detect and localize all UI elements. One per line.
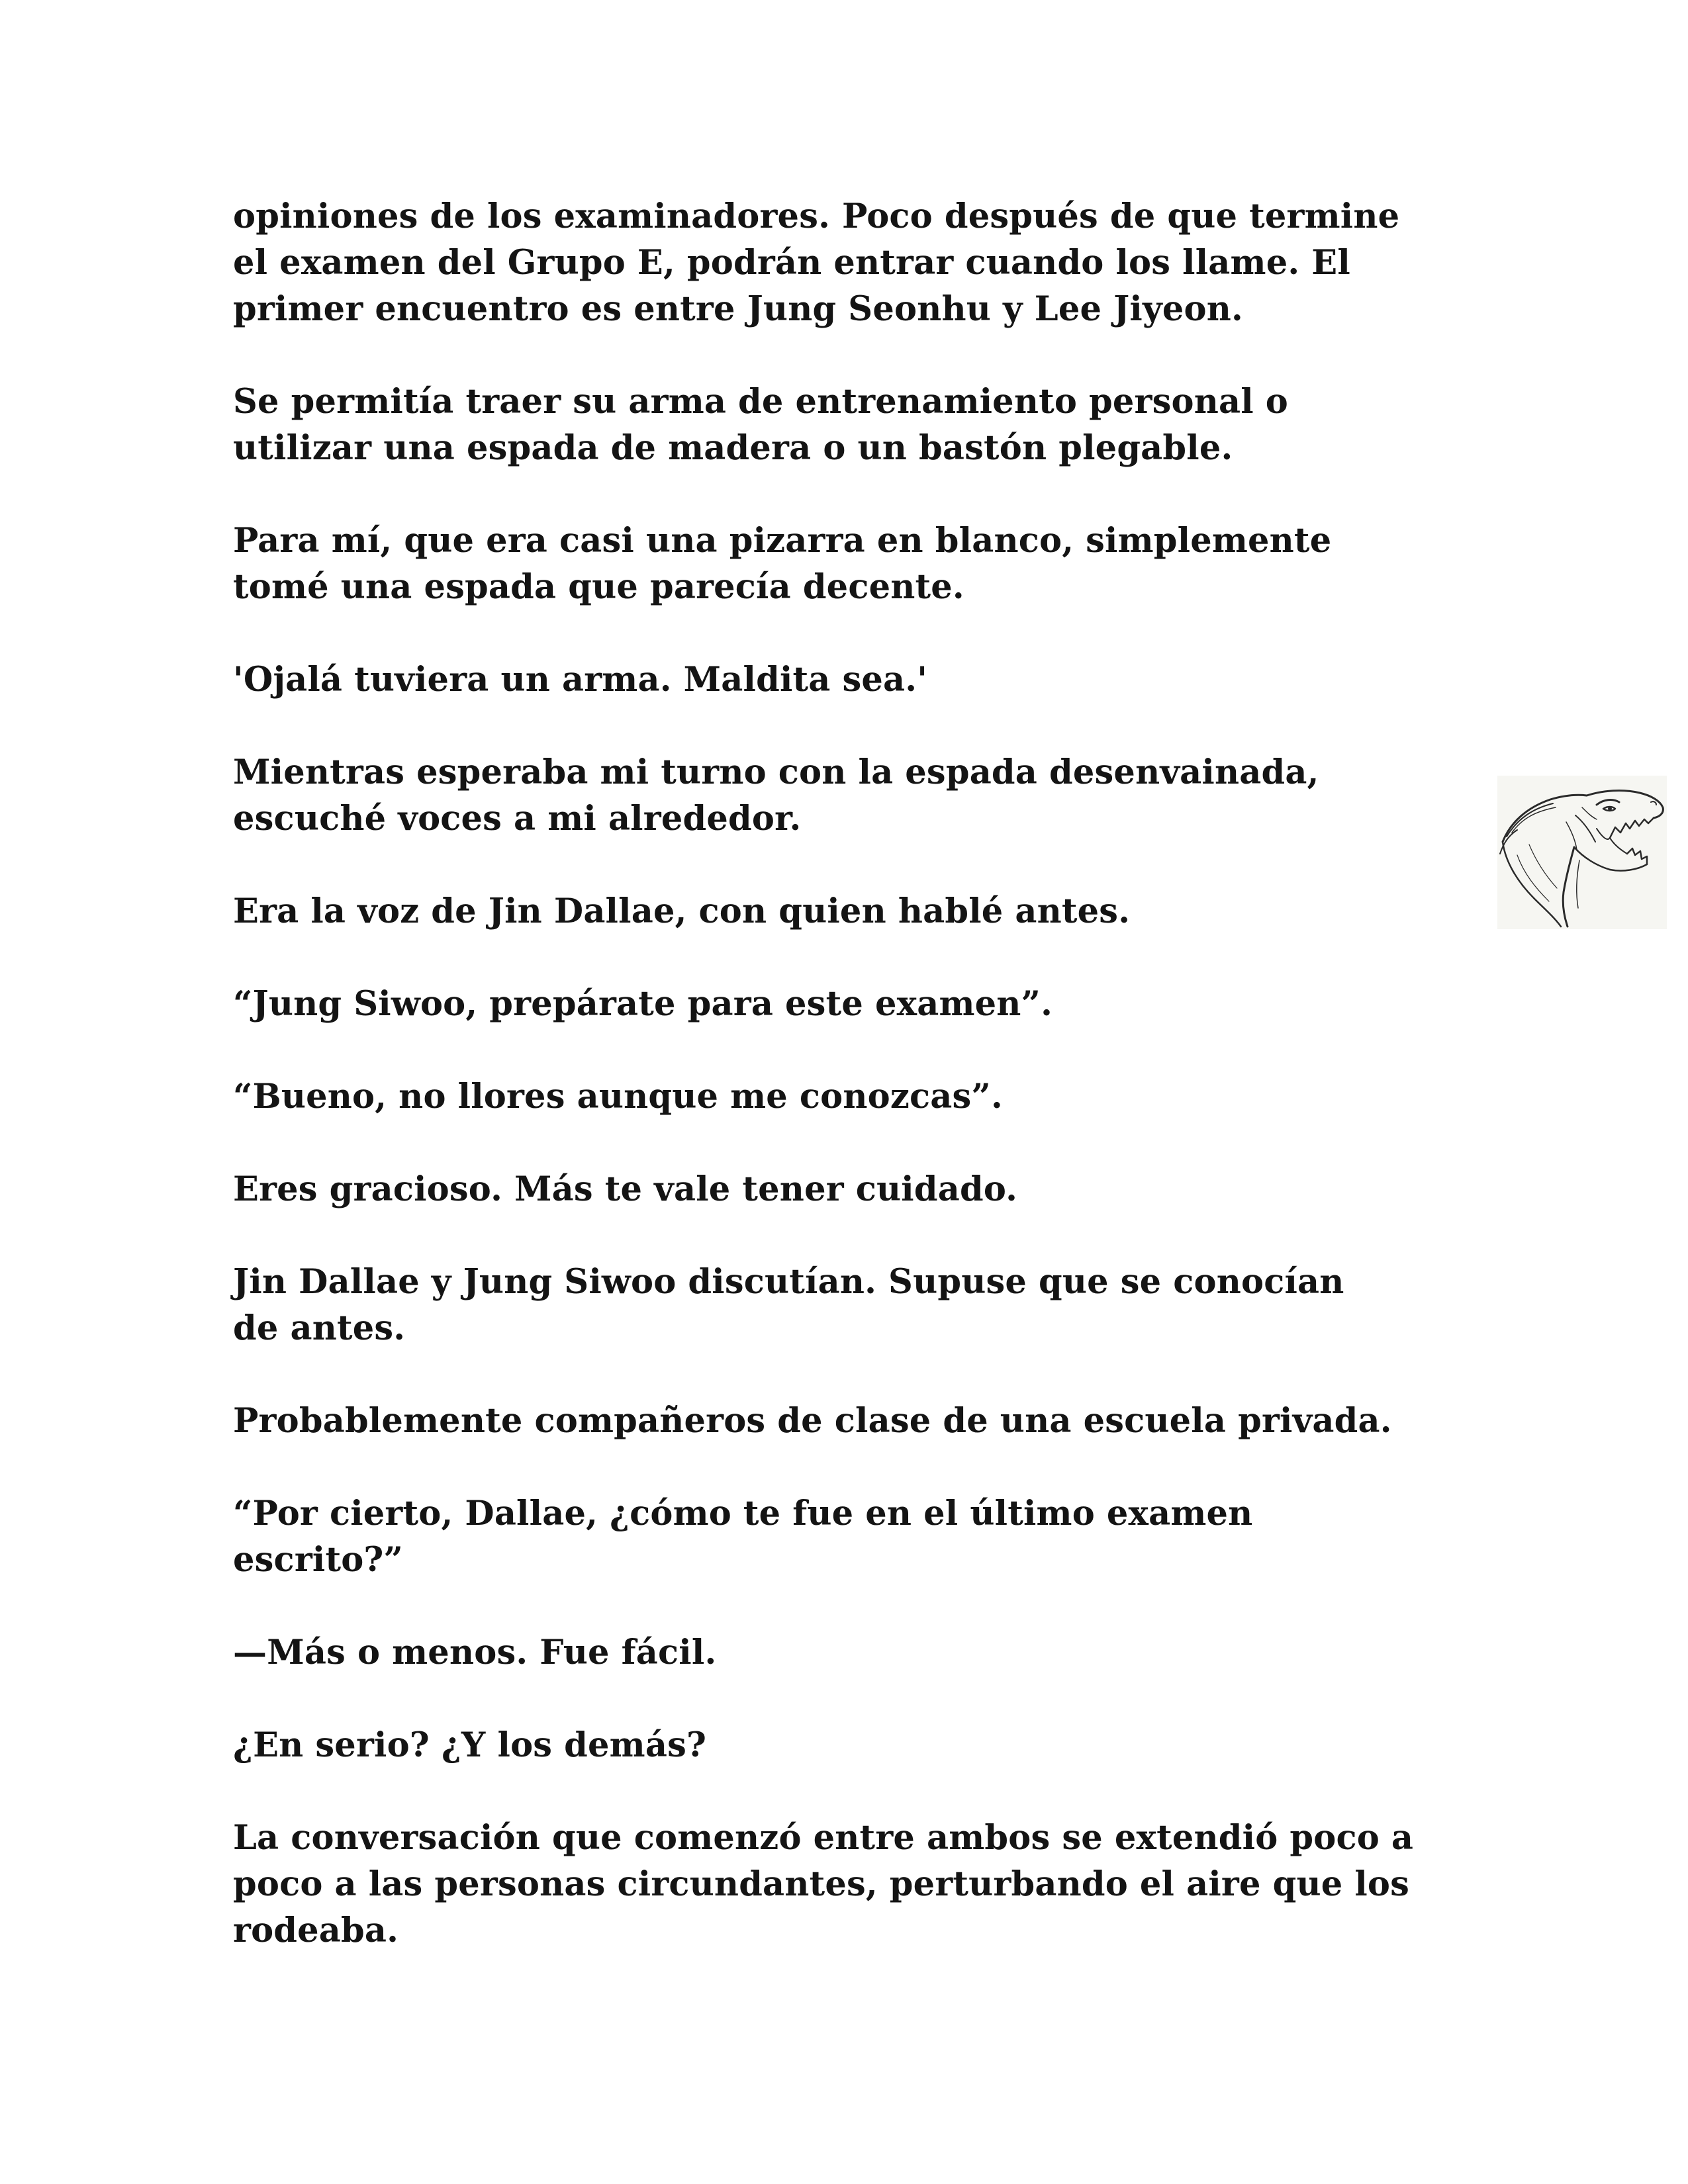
paragraph: Se permitía traer su arma de entrenamiento personal o utilizar una espada de madera o un bastón plegable. — [233, 382, 1289, 468]
paragraph: Probablemente compañeros de clase de una escuela privada. — [233, 1401, 1392, 1441]
paragraph: “Por cierto, Dallae, ¿cómo te fue en el último examen escrito?” — [233, 1494, 1253, 1580]
body-text — [233, 193, 1464, 1954]
paragraph: 'Ojalá tuviera un arma. Maldita sea.' — [233, 660, 928, 700]
dinosaur-head-sketch-icon — [1497, 776, 1667, 929]
paragraph: La conversación que comenzó entre ambos se extendió poco a poco a las personas circundantes, perturbando el aire que los rodeaba. — [233, 1818, 1414, 1950]
paragraph: opiniones de los examinadores. Poco después de que termine el examen del Grupo E, podrán entrar cuando los llame. El primer encuentro es entre Jung Seonhu y Lee Jiyeon. — [233, 197, 1400, 329]
paragraph: Jin Dallae y Jung Siwoo discutían. Supuse que se conocían de antes. — [233, 1262, 1344, 1348]
paragraph: Eres gracioso. Más te vale tener cuidado. — [233, 1169, 1018, 1209]
paragraph: “Jung Siwoo, prepárate para este examen”. — [233, 984, 1053, 1024]
paragraph: ¿En serio? ¿Y los demás? — [233, 1725, 707, 1765]
paragraph: Era la voz de Jin Dallae, con quien hablé antes. — [233, 891, 1131, 931]
paragraph: —Más o menos. Fue fácil. — [233, 1633, 717, 1672]
paragraph: Mientras esperaba mi turno con la espada desenvainada, escuché voces a mi alrededor. — [233, 752, 1319, 839]
paragraph: “Bueno, no llores aunque me conozcas”. — [233, 1077, 1003, 1116]
paragraph: Para mí, que era casi una pizarra en blanco, simplemente tomé una espada que parecía decente. — [233, 521, 1332, 607]
